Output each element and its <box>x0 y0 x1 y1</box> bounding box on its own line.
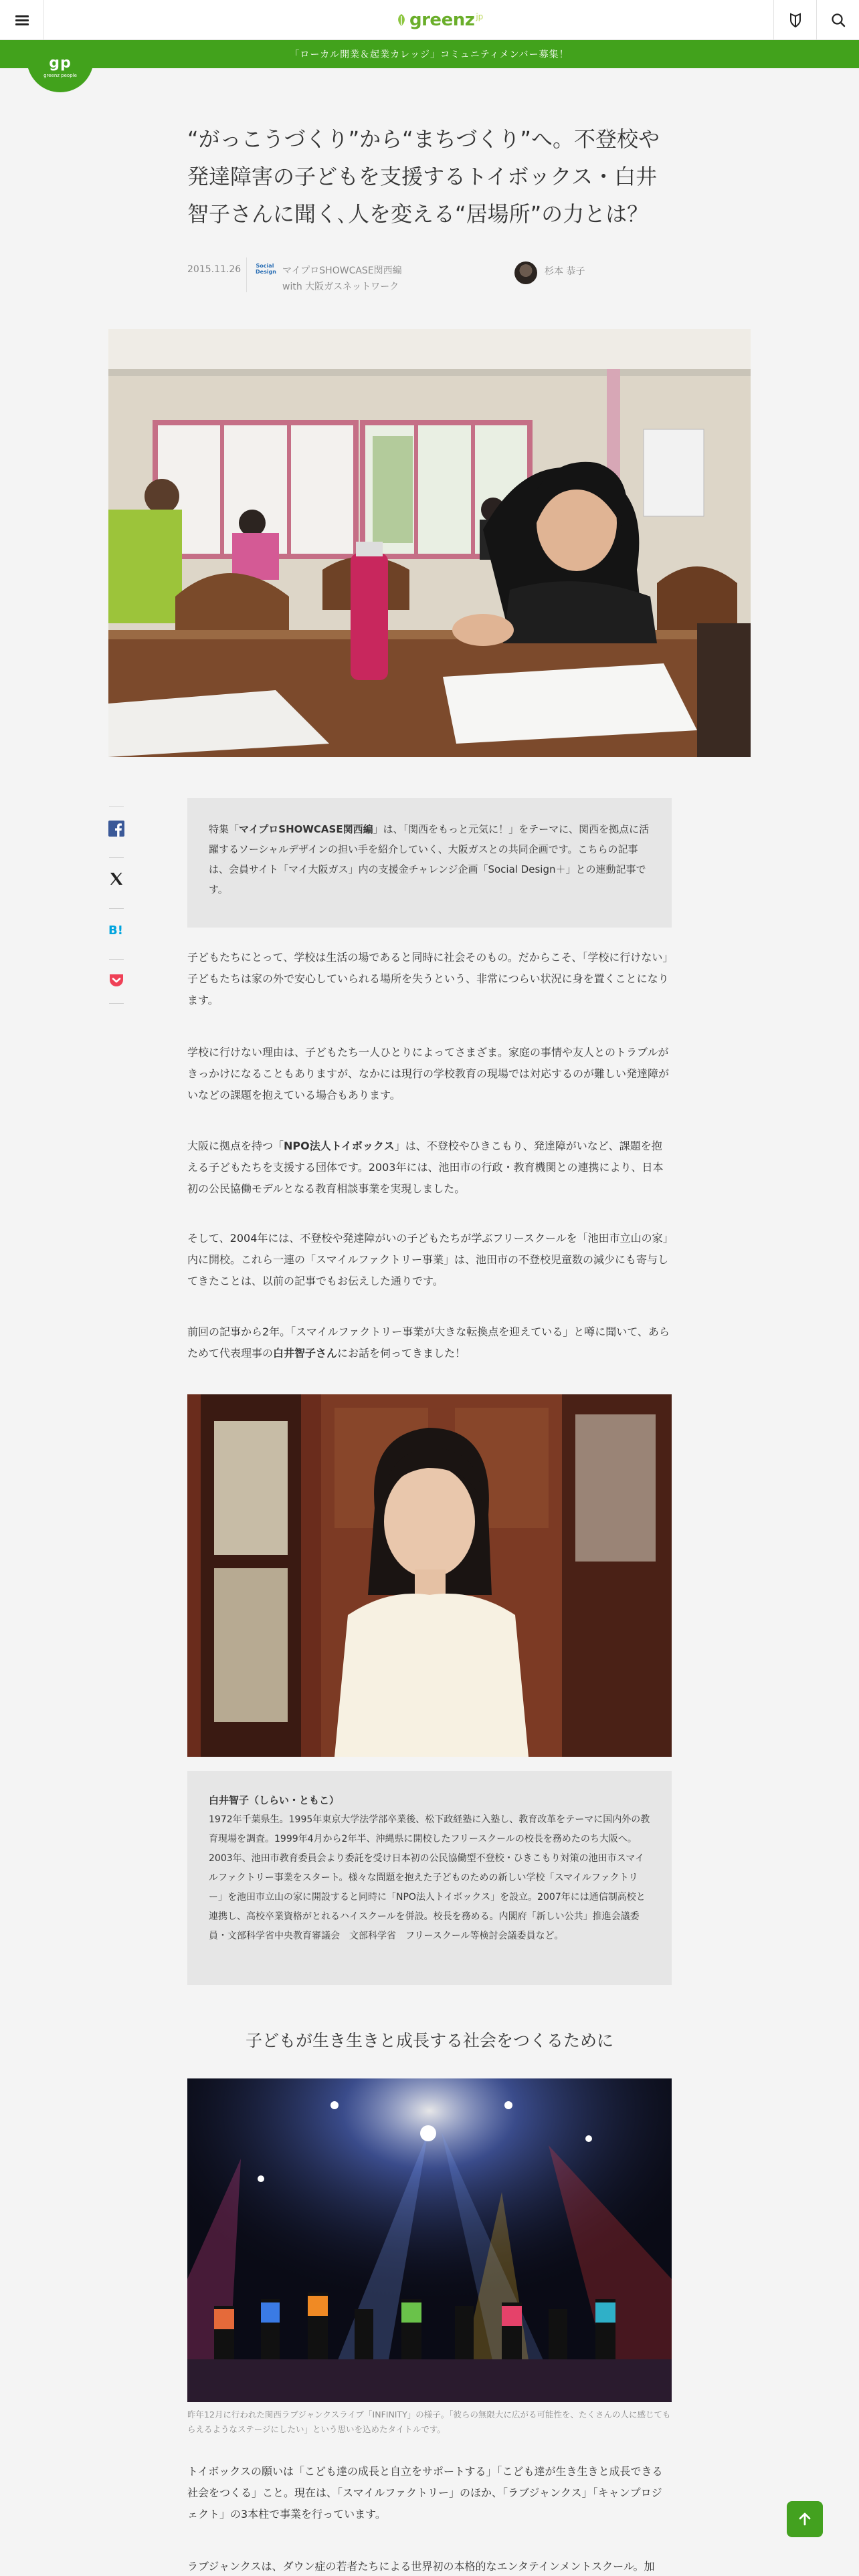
profile-bio: 1972年千葉県生。1995年東京大学法学部卒業後、松下政経塾に入塾し、教育改革をテーマに国内外の教育現場を調査。1999年4月から2年半、沖縄県に開校したフリースクールの校長を務めたのち大阪へ。2003年、池田市教育委員会より委託を受け日本初の公民協働型不登校・ひきこもり対策の池田市スマイルファクトリー事業をスタート。様々な問題を抱えた子どものための新しい学校「スマイルファクトリー」を池田市立山の家に開設すると同時に「NPO法人トイボックス」を設立。2007年には通信制高校と連携し、高校卒業資格がとれるハイスクールを併設。校長を務める。内閣府「新しい公共」推進会議委員・文部科学省中央教育審議会 文部科学省 フリースクール等検討会議委員など。 <box>209 1814 650 1941</box>
stage-photo-image <box>187 2078 672 2402</box>
body-paragraph-5 <box>187 1321 672 1364</box>
promo-banner-text[interactable]: 「ローカル開業＆起業カレッジ」コミュニティメンバー募集！ <box>290 49 569 60</box>
publish-date: 2015.11.26 <box>187 264 242 275</box>
author-avatar[interactable] <box>514 261 537 284</box>
p3-pre: 大阪に拠点を持つ「 <box>187 1140 284 1152</box>
p5-pre: 前回の記事から2年。「スマイルファクトリー事業が大きな転換点を迎えている」と噂に聞いて、あらためて代表理事の <box>187 1325 670 1360</box>
greenz-people-button[interactable] <box>773 0 816 40</box>
section-heading: 子どもが生き生きと成長する社会をつくるために <box>245 2031 613 2050</box>
logo-suffix: jp <box>476 12 484 21</box>
search-button[interactable] <box>816 0 859 40</box>
search-icon <box>831 13 846 27</box>
promo-banner[interactable] <box>0 40 859 68</box>
hero-image <box>108 329 751 757</box>
pocket-icon <box>108 973 124 988</box>
body-paragraph-3 <box>187 1136 672 1200</box>
arrow-up-icon <box>796 2510 814 2528</box>
x-share-button[interactable] <box>108 871 124 886</box>
series-logo[interactable]: Social Design <box>256 263 276 275</box>
facebook-share-button[interactable] <box>108 821 124 837</box>
body-paragraph-7: ラブジャンクスは、ダウン症の若者たちによる世界初の本格的なエンタテインメントスクール。加 <box>187 2560 655 2573</box>
greenz-people-badge[interactable] <box>27 41 94 92</box>
body-paragraph-1: 子どもたちにとって、学校は生活の場であると同時に社会そのもの。だからこそ、「学校に行けない」子どもたちは家の外で安心していられる場所を失うという、非常につらい状況に身を置くことになります。 <box>187 951 669 1006</box>
hatena-bookmark-icon <box>108 922 124 938</box>
hatena-share-button[interactable] <box>108 922 124 938</box>
share-divider <box>109 1003 124 1004</box>
portrait-photo <box>187 1394 672 1757</box>
share-divider <box>109 857 124 858</box>
gp-sub: greenz people <box>43 72 77 78</box>
author-name[interactable]: 杉本 恭子 <box>545 266 585 277</box>
article-title: “がっこうづくり”から“まちづくり”へ。不登校や発達障害の子どもを支援するトイボックス・白井智子さんに聞く､人を変える“居場所”の力とは？ <box>187 126 660 227</box>
stage-photo <box>187 2078 672 2402</box>
body-paragraph-6: トイボックスの願いは「こども達の成長と自立をサポートする」「こども達が生き生きと成長できる社会をつくる」こと。現在は、「スマイルファクトリー」のほか、「ラブジャンクス」「キャンプロジェクト」の3本柱で事業を行っています。 <box>187 2465 663 2520</box>
intro-text-rest: 」は、「関西をもっと元気に！」をテーマに、関西を拠点に活躍するソーシャルデザインの担い手を紹介していく、大阪ガスとの共同企画です。こちらの記事は、会員サイト「マイ大阪ガス」内の支援金チャレンジ企画「Social Design＋」との連動記事です。 <box>209 823 650 895</box>
article-meta <box>187 257 682 295</box>
p3-rest: 」は、不登校やひきこもり、発達障がいなど、課題を抱える子どもたちを支援する団体です。2003年には、池田市の行政・教育機関との連携により、日本初の公民協働モデルとなる教育相談事業を実現しました。 <box>187 1140 664 1195</box>
stage-photo-caption: 昨年12月に行われた関西ラブジャンクスライブ「INFINITY」の様子。「彼らの無限大に広がる可能性を、たくさんの人に感じてもらえるようなステージにしたい」という思いを込めたタイトルです。 <box>187 2409 671 2434</box>
toybox-link[interactable]: NPO法人トイボックス <box>284 1140 395 1152</box>
intro-text-start: 特集「 <box>209 823 240 835</box>
svg-text:B!: B! <box>108 923 123 938</box>
back-to-top-button[interactable] <box>787 2501 823 2537</box>
x-icon <box>109 871 124 886</box>
pocket-share-button[interactable] <box>108 973 124 988</box>
logo-text: greenz <box>409 10 475 30</box>
series-link[interactable]: マイプロSHOWCASE関西編 with 大阪ガスネットワーク <box>282 265 402 292</box>
body-paragraph-2: 学校に行けない理由は、子どもたち一人ひとりによってさまざま。家庭の事情や友人とのトラブルがきっかけになることもありますが、なかには現行の学校教育の現場では対応するのが難しい発達障がいなどの課題を抱えている場合もあります。 <box>187 1046 670 1101</box>
p5-rest: にお話を伺ってきました！ <box>337 1347 466 1360</box>
gp-mark: gp <box>49 54 72 72</box>
intro-feature-link[interactable]: マイプロSHOWCASE関西編 <box>239 823 373 835</box>
profile-box <box>187 1771 672 1985</box>
leaf-icon <box>395 13 408 27</box>
profile-name: 白井智子（しらい・ともこ） <box>209 1794 340 1806</box>
classroom-photo <box>108 329 751 757</box>
hamburger-icon <box>15 15 29 25</box>
top-nav-bar <box>0 0 859 40</box>
feature-intro-box <box>187 798 672 928</box>
facebook-icon <box>108 821 124 837</box>
greenz-logo[interactable] <box>395 7 483 33</box>
p5-bold: 白井智子さん <box>273 1347 338 1360</box>
greenz-shield-icon <box>789 13 802 27</box>
menu-button[interactable] <box>0 0 44 40</box>
share-divider <box>109 959 124 960</box>
meta-divider <box>246 257 247 292</box>
body-paragraph-4: そして、2004年には、不登校や発達障がいの子どもたちが学ぶフリースクールを「池田市立山の家」内に開校。これら一連の「スマイルファクトリー事業」は、池田市の不登校児童数の減少にも寄与してきたことは、以前の記事でもお伝えした通りです。 <box>187 1232 669 1287</box>
share-divider <box>109 908 124 909</box>
portrait-photo-image <box>187 1394 672 1757</box>
